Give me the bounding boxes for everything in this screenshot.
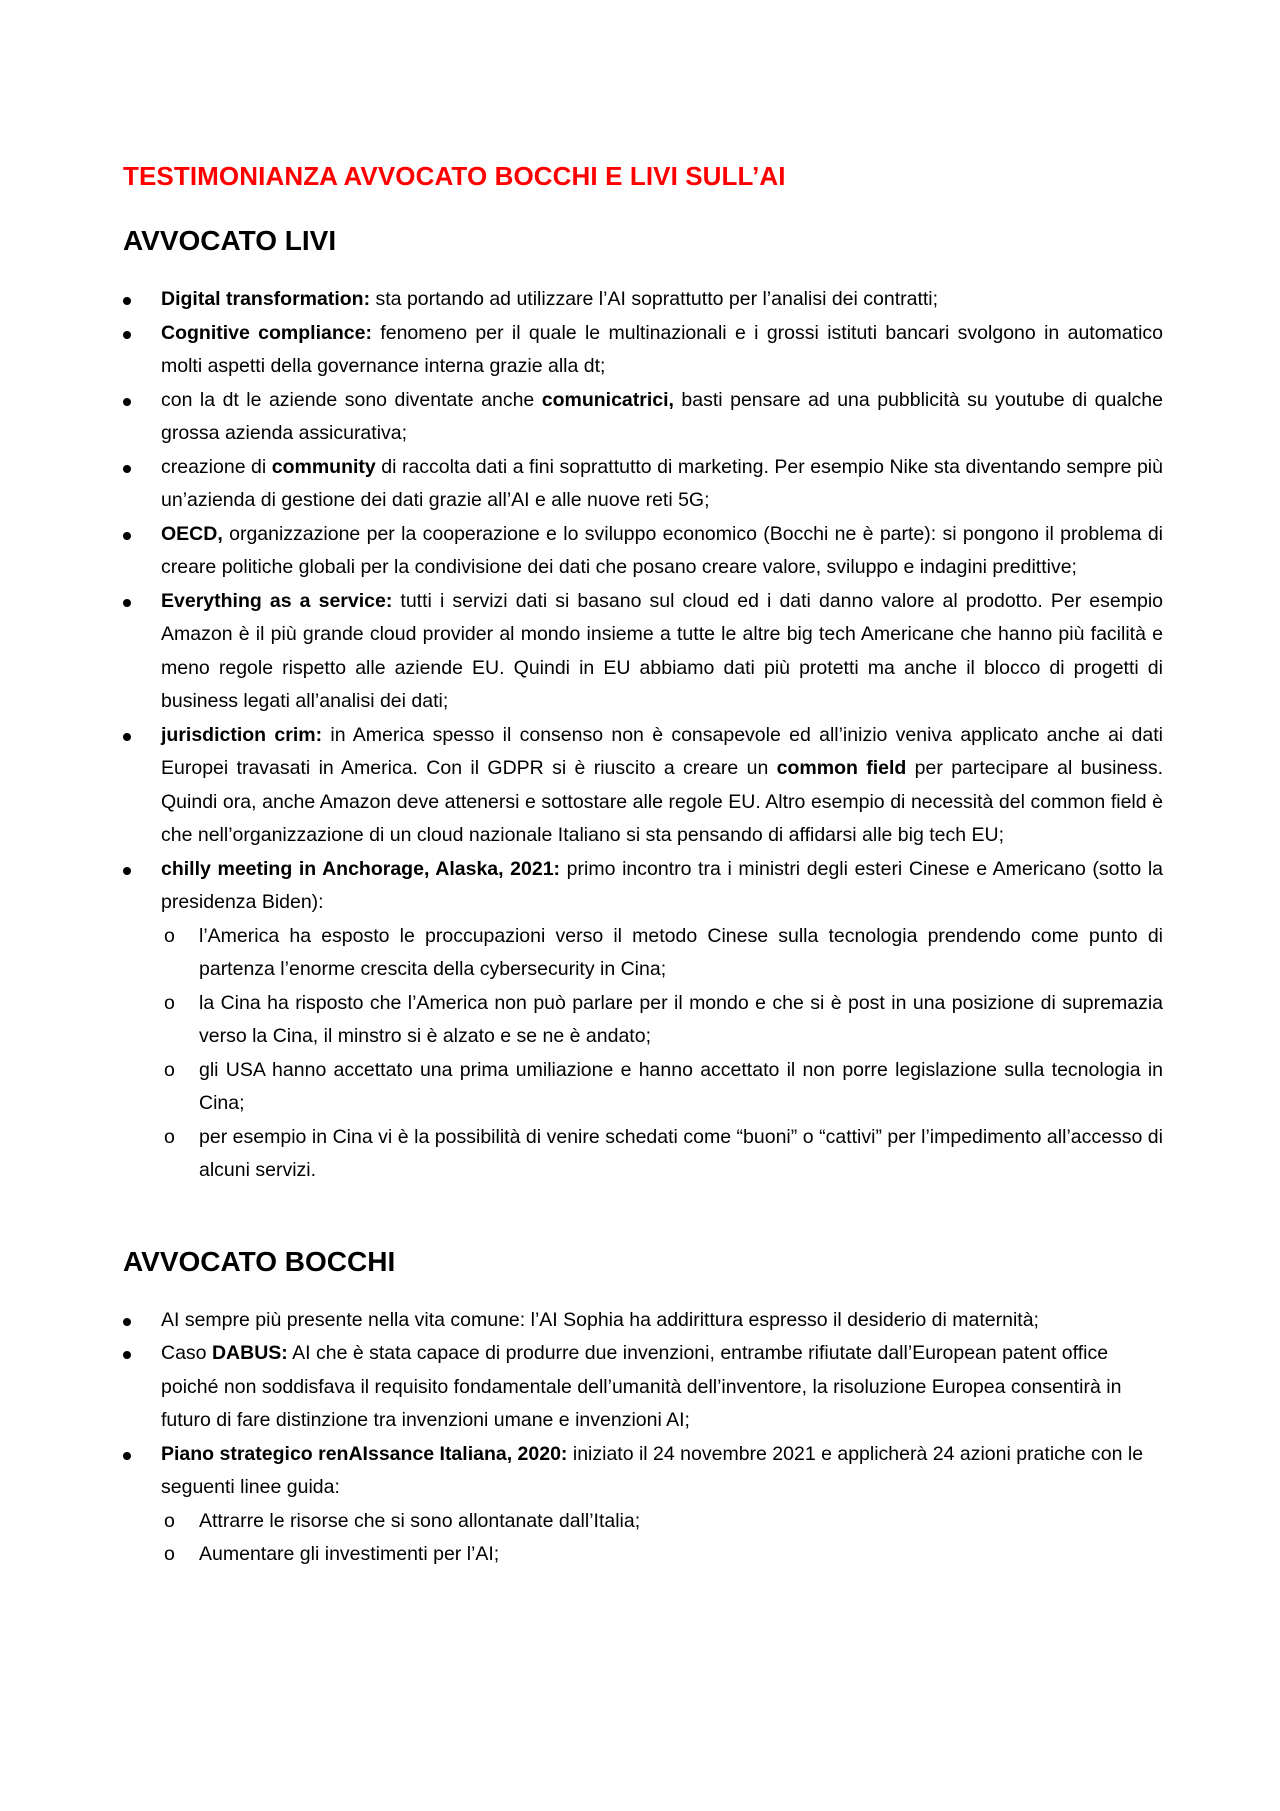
renaissance-sub-list [161, 1505, 1163, 1572]
list-item: Caso DABUS: AI che è stata capace di produrre due invenzioni, entrambe rifiutate dall’European patent office poiché non soddisfava il requisito fondamentale dell’umanità dell’inventore, la risoluzione Europea consentirà in futuro di fare distinzione tra invenzioni umane e invenzioni AI; [123, 1337, 1163, 1438]
circle-bullet-icon: o [164, 991, 175, 1014]
circle-bullet-icon: o [164, 924, 175, 947]
section-heading-livi: AVVOCATO LIVI [123, 225, 337, 256]
livi-bullet-list [123, 283, 1163, 1188]
sub-list-item: o l’America ha esposto le proccupazioni verso il metodo Cinese sulla tecnologia prendendo come punto di partenza l’enorme crescita della cybersecurity in Cina; [161, 920, 1163, 987]
sub-list-item: o gli USA hanno accettato una prima umiliazione e hanno accettato il non porre legislazione sulla tecnologia in Cina; [161, 1054, 1163, 1121]
anchorage-sub-list [161, 920, 1163, 1188]
bocchi-bullet-list [123, 1304, 1163, 1572]
sub-list-item: o Attrarre le risorse che si sono allontanate dall’Italia; [161, 1505, 1163, 1539]
list-item: Everything as a service: tutti i servizi dati si basano sul cloud ed i dati danno valore al prodotto. Per esempio Amazon è il più grande cloud provider al mondo insieme a tutte le altre big tech Americane che hanno più facilità e meno regole rispetto alle aziende EU. Quindi in EU abbiamo dati più protetti ma anche il blocco di progetti di business legati all’analisi dei dati; [123, 585, 1163, 719]
list-item: OECD, organizzazione per la cooperazione e lo sviluppo economico (Bocchi ne è parte): si pongono il problema di creare politiche globali per la condivisione dei dati che posano creare valore, sviluppo e indagini predittive; [123, 518, 1163, 585]
list-item: creazione di community di raccolta dati a fini soprattutto di marketing. Per esempio Nike sta diventando sempre più un’azienda di gestione dei dati grazie all’AI e alle nuove reti 5G; [123, 451, 1163, 518]
list-item: jurisdiction crim: in America spesso il consenso non è consapevole ed all’inizio veniva applicato anche ai dati Europei travasati in America. Con il GDPR si è riuscito a creare un common field per partecipare al business. Quindi ora, anche Amazon deve attenersi e sottostare alle regole EU. Altro esempio di necessità del common field è che nell’organizzazione di un cloud nazionale Italiano si sta pensando di affidarsi alle big tech EU; [123, 719, 1163, 853]
bullet-icon [123, 297, 131, 305]
bullet-icon [123, 465, 131, 473]
document-content [123, 156, 1163, 1572]
bullet-icon [123, 867, 131, 875]
list-item: Digital transformation: sta portando ad utilizzare l’AI soprattutto per l’analisi dei contratti; [123, 283, 1163, 317]
bullet-icon [123, 1318, 131, 1326]
circle-bullet-icon: o [164, 1509, 175, 1532]
sub-list-item: o Aumentare gli investimenti per l’AI; [161, 1538, 1163, 1572]
bullet-icon [123, 1452, 131, 1460]
list-item: AI sempre più presente nella vita comune: l’AI Sophia ha addirittura espresso il desiderio di maternità; [123, 1304, 1163, 1338]
list-item: chilly meeting in Anchorage, Alaska, 2021: primo incontro tra i ministri degli esteri Cinese e Americano (sotto la presidenza Biden): o l’America ha esposto le proccupazioni verso il metodo Cinese sulla tecnologia prendendo come punto di partenza l’enorme crescita della cybersecurity in Cina; o la Cina ha risposto che l’America non può parlare per il mondo e che si è post in una posizione di supremazia verso la Cina, il minstro si è alzato e se ne è andato; o gli USA hanno accettato una prima umiliazione e hanno accettato il non porre legislazione sulla tecnologia in Cina; o per esempio in Cina vi è la possibilità di venire schedati come “buoni” o “cattivi” per l’impedimento all’accesso di alcuni servizi. [123, 853, 1163, 1188]
bullet-icon [123, 532, 131, 540]
sub-list-item: o la Cina ha risposto che l’America non può parlare per il mondo e che si è post in una posizione di supremazia verso la Cina, il minstro si è alzato e se ne è andato; [161, 987, 1163, 1054]
bullet-icon [123, 331, 131, 339]
list-item: con la dt le aziende sono diventate anche comunicatrici, basti pensare ad una pubblicità su youtube di qualche grossa azienda assicurativa; [123, 384, 1163, 451]
bullet-icon [123, 1351, 131, 1359]
list-item: Cognitive compliance: fenomeno per il quale le multinazionali e i grossi istituti bancari svolgono in automatico molti aspetti della governance interna grazie alla dt; [123, 317, 1163, 384]
circle-bullet-icon: o [164, 1125, 175, 1148]
bullet-icon [123, 599, 131, 607]
circle-bullet-icon: o [164, 1543, 175, 1565]
circle-bullet-icon: o [164, 1058, 175, 1081]
list-item: Piano strategico renAIssance Italiana, 2020: iniziato il 24 novembre 2021 e applicherà 24 azioni pratiche con le seguenti linee guida: o Attrarre le risorse che si sono allontanate dall’Italia; o Aumentare gli investimenti per l’AI; [123, 1438, 1163, 1572]
section-heading-bocchi: AVVOCATO BOCCHI [123, 1245, 396, 1277]
sub-list-item: o per esempio in Cina vi è la possibilità di venire schedati come “buoni” o “cattivi” per l’impedimento all’accesso di alcuni servizi. [161, 1121, 1163, 1188]
bullet-icon [123, 398, 131, 406]
document-title: TESTIMONIANZA AVVOCATO BOCCHI E LIVI SULL’AI [123, 161, 786, 191]
bullet-icon [123, 733, 131, 741]
